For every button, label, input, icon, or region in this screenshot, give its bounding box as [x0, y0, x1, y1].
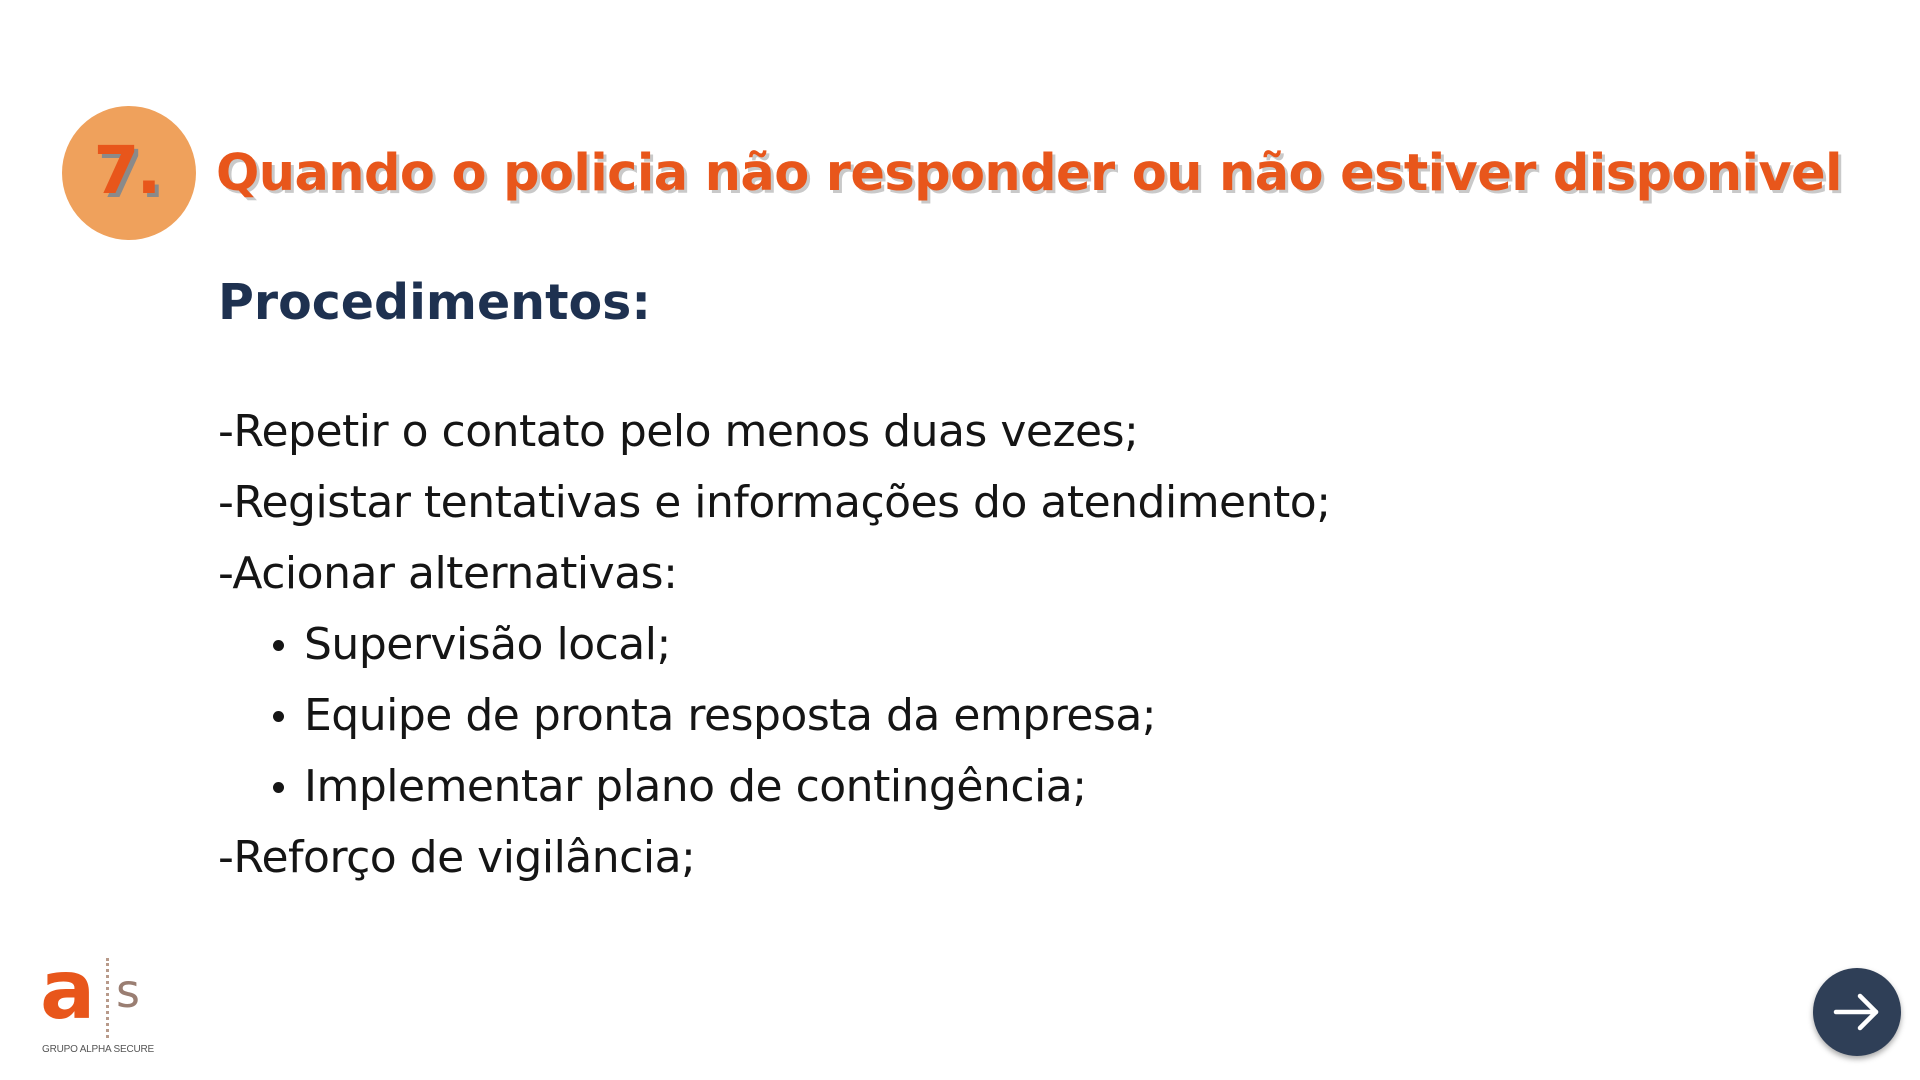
procedure-list — [218, 396, 1331, 893]
alternatives-list — [218, 609, 1331, 822]
next-slide-button[interactable] — [1813, 968, 1901, 1056]
arrow-right-icon — [1828, 983, 1886, 1041]
list-item — [218, 680, 1331, 751]
slide-title: Quando o policia não responder ou não estiver disponivel — [216, 144, 1842, 203]
bullet-icon — [273, 782, 284, 793]
procedure-line-register-attempts: -Registar tentativas e informações do atendimento; — [218, 477, 1331, 528]
list-item — [218, 751, 1331, 822]
bullet-text-local-supervision: Supervisão local; — [304, 619, 671, 670]
procedure-line-reinforce-vigilance: -Reforço de vigilância; — [218, 832, 696, 883]
section-number: 7. — [93, 131, 159, 209]
logo-letter-a: a — [40, 943, 96, 1038]
section-number-badge — [62, 106, 196, 240]
bullet-text-contingency-plan: Implementar plano de contingência; — [304, 761, 1087, 812]
list-item — [218, 609, 1331, 680]
procedure-line-alternatives: -Acionar alternativas: — [218, 548, 678, 599]
company-logo — [40, 943, 154, 1056]
logo-dotted-divider — [106, 958, 109, 1038]
bullet-icon — [273, 711, 284, 722]
logo-caption: GRUPO ALPHA SECURE — [42, 1044, 154, 1055]
bullet-text-response-team: Equipe de pronta resposta da empresa; — [304, 690, 1157, 741]
bullet-icon — [273, 640, 284, 651]
procedure-line-repeat-contact: -Repetir o contato pelo menos duas vezes; — [218, 406, 1139, 457]
logo-letter-s: s — [116, 964, 140, 1018]
slide-subtitle: Procedimentos: — [218, 274, 651, 331]
